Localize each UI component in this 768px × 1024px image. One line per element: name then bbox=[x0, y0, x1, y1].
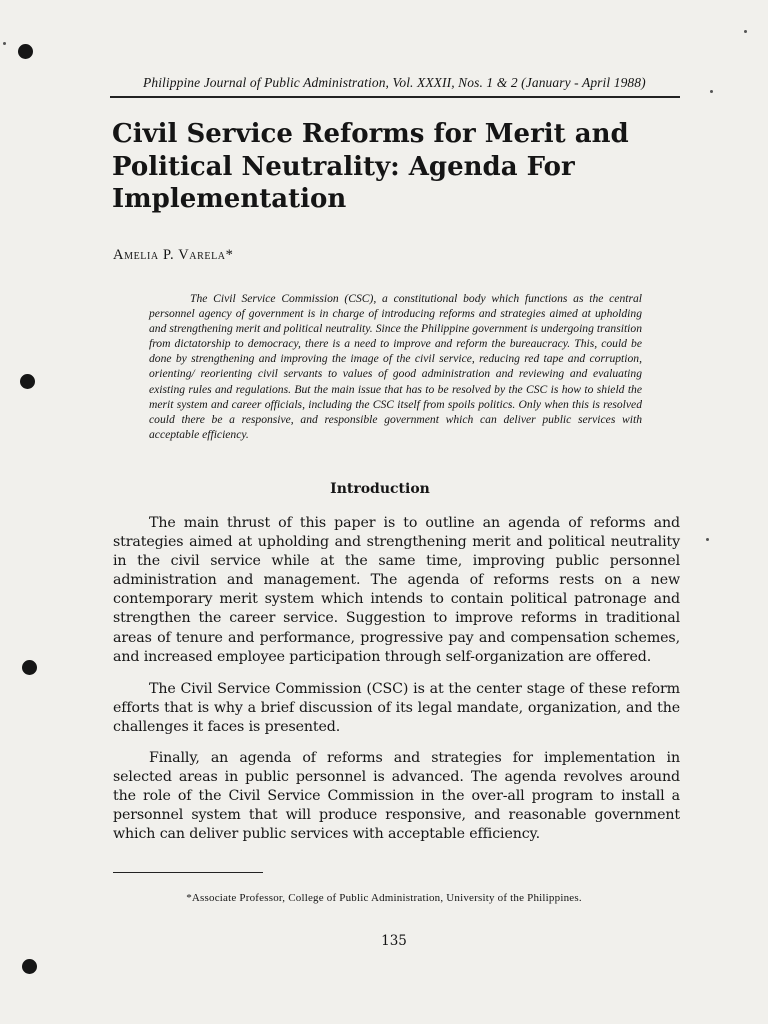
scan-speck bbox=[744, 30, 747, 33]
body-text bbox=[113, 749, 680, 861]
body-text bbox=[113, 680, 680, 754]
footnote-rule bbox=[113, 872, 263, 873]
punch-hole-mark bbox=[20, 374, 35, 389]
punch-hole-mark bbox=[22, 660, 37, 675]
author-name: Amelia P. Varela* bbox=[113, 247, 234, 263]
running-head: Philippine Journal of Public Administration, Vol. XXXII, Nos. 1 & 2 (January - April 1988) bbox=[143, 75, 646, 90]
body-text bbox=[113, 514, 680, 684]
body-paragraph: The Civil Service Commission (CSC) is at the center stage of these reform efforts that is why a brief discussion of its legal mandate, organization, and the challenges it faces is presented. bbox=[113, 681, 680, 736]
body-paragraph: The main thrust of this paper is to outline an agenda of reforms and strategies aimed at upholding and strengthening merit and political neutrality in the civil service while at the same time, improving public personnel administration and management. The agenda of reforms rests on a new contemporary merit system which intends to contain political patronage and strengthen the career service. Suggestion to improve reforms in traditional areas of tenure and performance, progressive pay and compensation schemes, and increased employee participation through self-organization are offered. bbox=[113, 515, 680, 665]
punch-hole-mark bbox=[18, 44, 33, 59]
scan-speck bbox=[710, 90, 713, 93]
header-rule bbox=[110, 96, 680, 98]
punch-hole-mark bbox=[22, 959, 37, 974]
scan-speck bbox=[706, 538, 709, 541]
section-heading: Introduction bbox=[330, 481, 430, 497]
footnote: *Associate Professor, College of Public Administration, University of the Philippines. bbox=[186, 892, 582, 904]
scan-speck bbox=[3, 42, 6, 45]
body-paragraph: Finally, an agenda of reforms and strategies for implementation in selected areas in public personnel is advanced. The agenda revolves around the role of the Civil Service Commission in the over-all program to install a personnel system that will produce responsive, and reasonable government which can deliver public services with acceptable efficiency. bbox=[113, 750, 680, 843]
abstract: The Civil Service Commission (CSC), a constitutional body which functions as the central personnel agency of government is in charge of introducing reforms and strategies aimed at upholding and strengthening merit and political neutrality. Since the Philippine government is undergoing transition from dictatorship to democracy, there is a need to improve and reform the bureaucracy. This, could be done by strengthening and improving the image of the civil service, reducing red tape and corruption, orienting/ reorienting civil servants to values of good administration and reviewing and evaluating existing rules and regulations. But the main issue that has to be resolved by the CSC is how to shield the merit system and career officials, including the CSC itself from spoils politics. Only when this is resolved could there be a responsive, and responsible government which can deliver public services with acceptable efficiency. bbox=[149, 292, 642, 441]
page-number: 135 bbox=[381, 933, 407, 949]
article-title: Civil Service Reforms for Merit and Political Neutrality: Agenda For Implementation bbox=[112, 119, 629, 214]
